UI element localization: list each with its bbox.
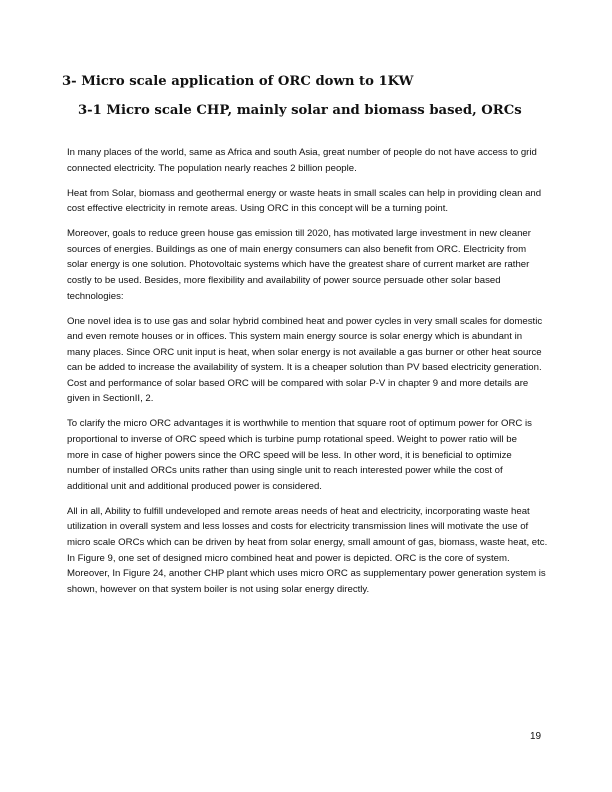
text-line: costly to be used. Besides, more flexibility and availability of power source persuade other solar based (67, 274, 501, 286)
paragraph (67, 145, 549, 176)
paragraph (67, 504, 549, 598)
text-line: Cost and performance of solar based ORC will be compared with solar P-V in chapter 9 and more details are (67, 377, 529, 389)
text-line: and even remote houses or in offices. This system main energy source is solar energy which is abundant in (67, 331, 523, 343)
body-text (67, 145, 549, 607)
text-line: micro scale ORCs which can be driven by heat from solar energy, small amount of gas, biomass, waste heat, etc. (67, 537, 548, 549)
text-line: In Figure 9, one set of designed micro combined heat and power is depicted. ORC is the core of system. (67, 552, 510, 564)
text-line: shown, however on that system boiler is not using solar energy directly. (67, 583, 370, 595)
paragraph (67, 314, 549, 408)
text-line: Moreover, goals to reduce green house gas emission till 2020, has motivated large investment in new cleaner (67, 228, 531, 240)
text-line: number of installed ORCs units rather than using single unit to reach interested power while the cost of (67, 465, 503, 477)
text-line: sources of energies. Buildings as one of main energy consumers can also benefit from ORC. Electricity from (67, 243, 527, 255)
subsection-heading: 3-1 Micro scale CHP, mainly solar and biomass based, ORCs (78, 103, 522, 118)
paragraph (67, 416, 549, 494)
text-line: Moreover, In Figure 24, another CHP plant which uses micro ORC as supplementary power generation system is (67, 568, 546, 580)
text-line: cost effective electricity in remote areas. Using ORC in this concept will be a turning point. (67, 203, 449, 215)
page-number: 19 (530, 731, 542, 742)
text-line: can be added to increase the availability of system. It is a cheaper solution than PV based electricity generation. (67, 362, 542, 374)
text-line: additional unit and additional produced power is considered. (67, 480, 322, 492)
text-line: many places. Since ORC unit input is heat, when solar energy is not available a gas burner or other heat source (67, 346, 542, 358)
text-line: technologies: (67, 290, 124, 302)
text-line: solar energy is one solution. Photovoltaic systems which have the greatest share of current market are rather (67, 259, 530, 271)
text-line: proportional to inverse of ORC speed which is turbine pump rotational speed. Weight to power ratio will be (67, 434, 517, 446)
text-line: connected electricity. The population nearly reaches 2 billion people. (67, 162, 357, 174)
text-line: All in all, Ability to fulfill undeveloped and remote areas needs of heat and electricity, incorporating waste heat (67, 505, 530, 517)
text-line: One novel idea is to use gas and solar hybrid combined heat and power cycles in very small scales for domestic (67, 315, 543, 327)
text-line: more in case of higher powers since the ORC speed will be less. In other word, it is beneficial to optimize (67, 449, 512, 461)
paragraph (67, 226, 549, 304)
section-heading: 3- Micro scale application of ORC down to 1KW (62, 74, 414, 89)
text-line: Heat from Solar, biomass and geothermal energy or waste heats in small scales can help in providing clean and (67, 187, 542, 199)
text-line: given in SectionII, 2. (67, 393, 154, 405)
text-line: To clarify the micro ORC advantages it is worthwhile to mention that square root of optimum power for ORC is (67, 418, 532, 430)
text-line: In many places of the world, same as Africa and south Asia, great number of people do not have access to grid (67, 147, 537, 158)
paragraph (67, 186, 549, 217)
text-line: utilization in overall system and less losses and costs for electricity transmission lines will motivate the use of (67, 521, 529, 533)
